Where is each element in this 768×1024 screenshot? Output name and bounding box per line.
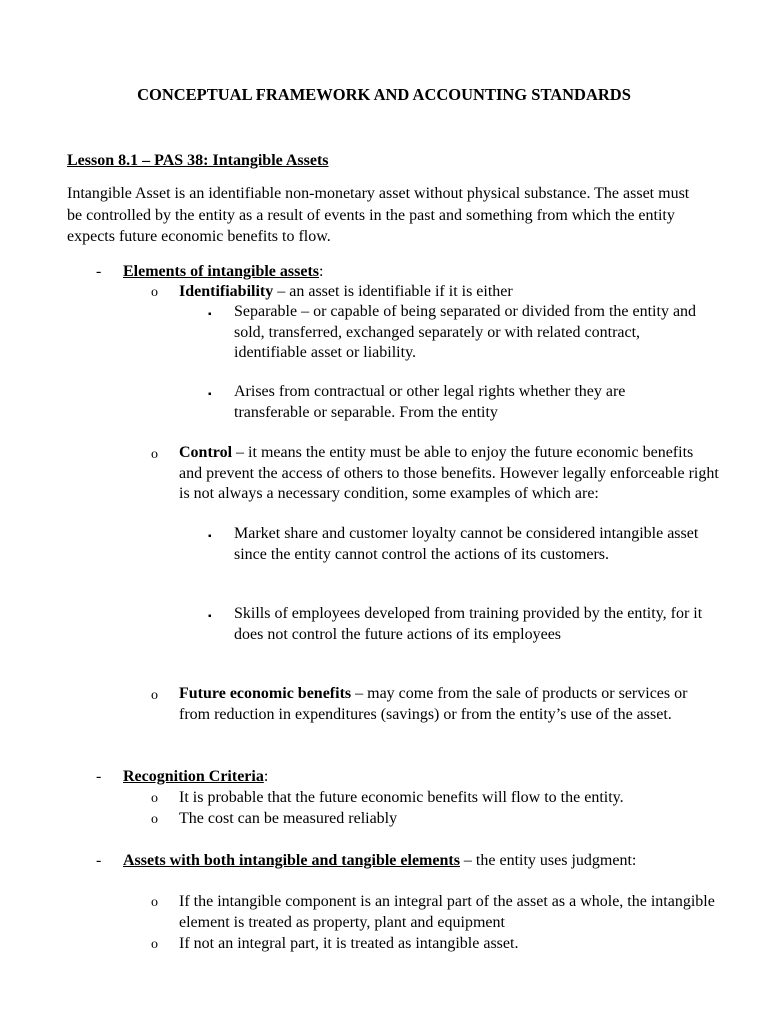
circle-bullet: o <box>151 791 158 806</box>
separable-item: Separable – or capable of being separated or divided from the entity and sold, transferred, exchanged separately or with related contract, identifiable asset or liability. <box>234 303 697 361</box>
document-title: CONCEPTUAL FRAMEWORK AND ACCOUNTING STANDARDS <box>137 85 631 104</box>
control-item <box>179 443 719 505</box>
mixed-item-2: If not an integral part, it is treated as intangible asset. <box>179 935 519 952</box>
identifiability-term: Identifiability <box>179 283 274 300</box>
circle-bullet: o <box>151 285 158 300</box>
recognition-heading: Recognition Criteria <box>123 768 264 785</box>
elements-heading-colon: : <box>319 263 324 280</box>
contractual-item: Arises from contractual or other legal rights whether they are transferable or separable. From the entity <box>234 383 626 421</box>
future-benefits-item <box>179 684 719 725</box>
elements-section-heading <box>123 262 723 283</box>
recognition-item-1: It is probable that the future economic benefits will flow to the entity. <box>179 789 624 806</box>
dash-bullet: - <box>96 768 102 785</box>
elements-heading: Elements of intangible assets <box>123 263 319 280</box>
dash-bullet: - <box>96 263 102 280</box>
skills-item: Skills of employees developed from training provided by the entity, for it does not control the future actions of its employees <box>234 605 703 643</box>
square-bullet: ▪ <box>208 531 212 542</box>
market-share-item: Market share and customer loyalty cannot be considered intangible asset since the entity cannot control the actions of its customers. <box>234 525 699 563</box>
mixed-assets-text: – the entity uses judgment: <box>459 852 637 869</box>
lesson-heading: Lesson 8.1 – PAS 38: Intangible Assets <box>67 152 329 169</box>
identifiability-item <box>179 282 719 303</box>
future-benefits-text: – may come from the sale of products or services or from reduction in expenditures (savings) or from the entity’s use of the asset. <box>179 685 688 723</box>
future-benefits-term: Future economic benefits <box>179 685 352 702</box>
recognition-heading-colon: : <box>263 768 269 785</box>
mixed-item-1: If the intangible component is an integral part of the asset as a whole, the intangible element is treated as property, plant and equipment <box>179 893 715 931</box>
recognition-item-2: The cost can be measured reliably <box>179 810 398 827</box>
recognition-section-heading <box>123 767 723 788</box>
mixed-assets-heading: Assets with both intangible and tangible elements <box>123 852 460 869</box>
square-bullet: ▪ <box>208 309 212 320</box>
circle-bullet: o <box>151 688 158 703</box>
identifiability-text: – an asset is identifiable if it is either <box>273 283 513 300</box>
circle-bullet: o <box>151 937 158 952</box>
control-term: Control <box>179 444 233 461</box>
circle-bullet: o <box>151 895 158 910</box>
mixed-assets-item <box>123 851 663 872</box>
circle-bullet: o <box>151 447 158 462</box>
control-text: – it means the entity must be able to enjoy the future economic benefits and prevent the access of others to those benefits. However legally enforceable right is not always a necessary condition, some examples of which are: <box>179 444 719 502</box>
intro-paragraph: Intangible Asset is an identifiable non-monetary asset without physical substance. The asset must be controlled by the entity as a result of events in the past and something from which the entity expects future economic benefits to flow. <box>67 185 690 245</box>
circle-bullet: o <box>151 812 158 827</box>
square-bullet: ▪ <box>208 389 212 400</box>
dash-bullet: - <box>96 852 102 869</box>
square-bullet: ▪ <box>208 611 212 622</box>
